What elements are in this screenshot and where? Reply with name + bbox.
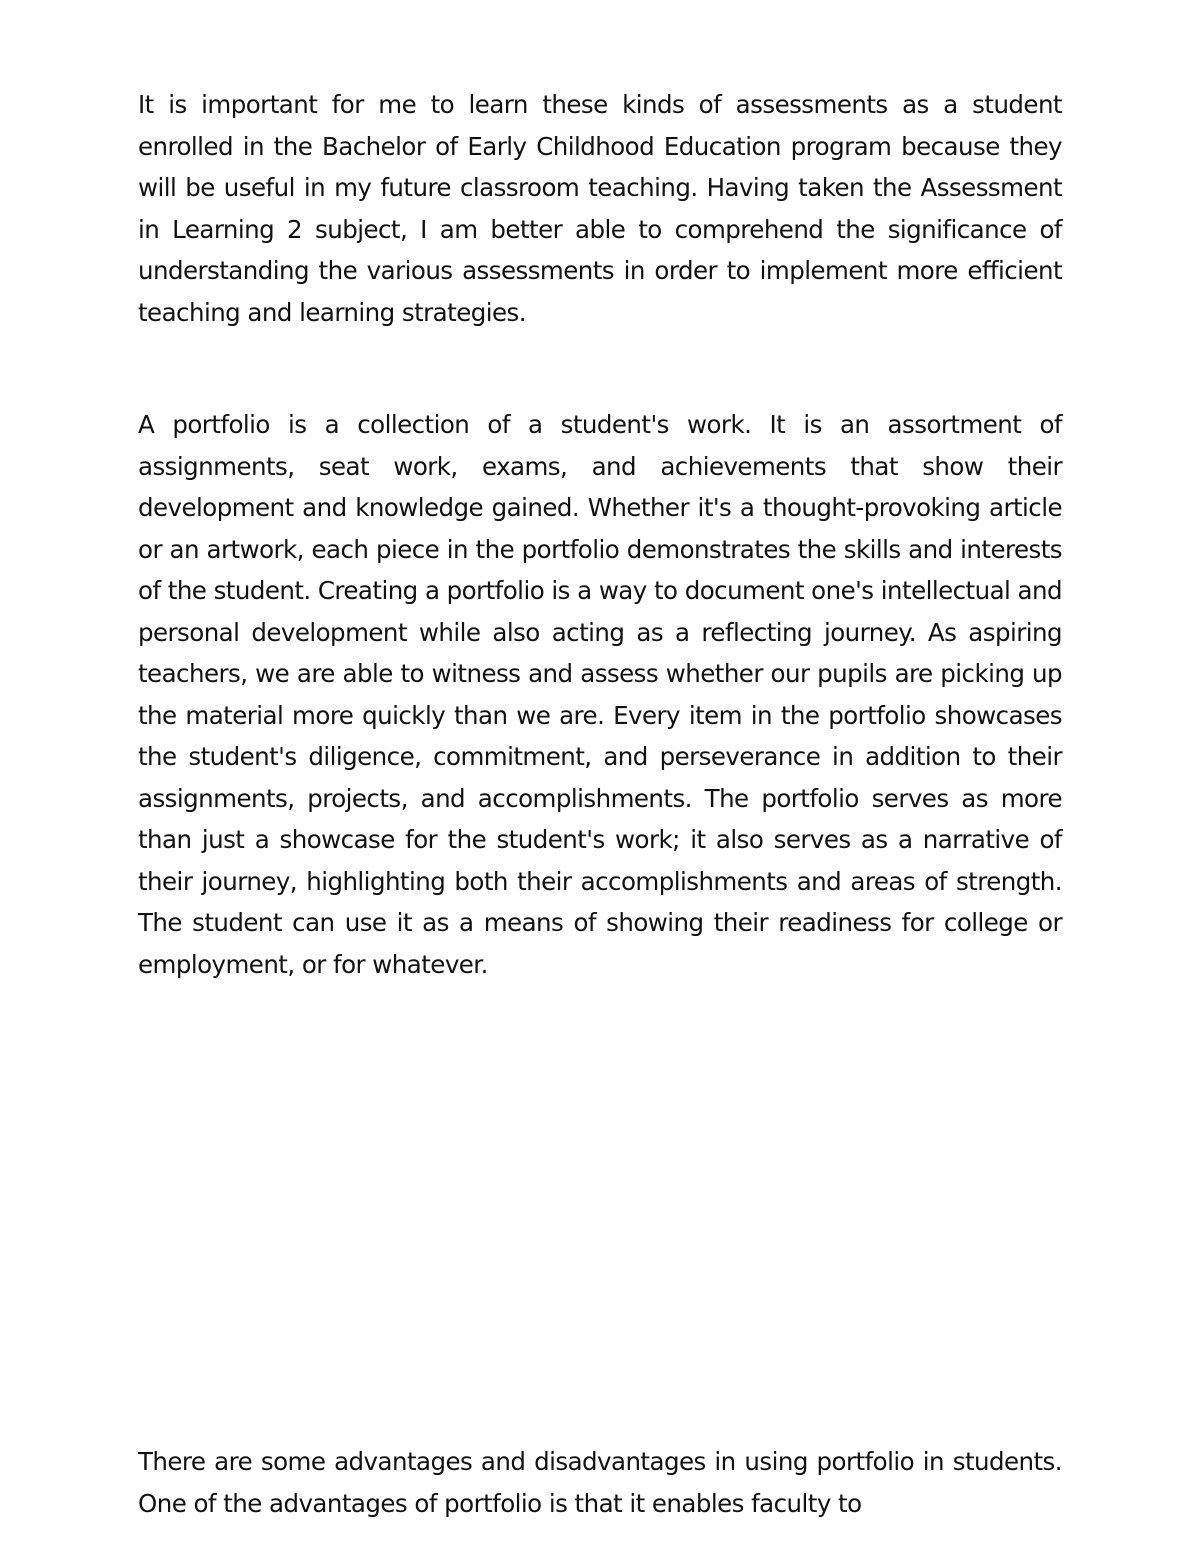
paragraph-portfolio-advantages: There are some advantages and disadvantages in using portfolio in students. One of the advantages of portfolio is that it enables faculty to bbox=[138, 1447, 1062, 1518]
paragraph-portfolio-definition: A portfolio is a collection of a student's work. It is an assortment of assignments, seat work, exams, and achievements that show their development and knowledge gained. Whether it's a thought-provoking article or an artwork, each piece in the portfolio demonstrates the skills and interests of the student. Creating a portfolio is a way to document one's intellectual and personal development while also acting as a reflecting journey. As aspiring teachers, we are able to witness and assess whether our pupils are picking up the material more quickly than we are. Every item in the portfolio showcases the student's diligence, commitment, and perseverance in addition to their assignments, projects, and accomplishments. The portfolio serves as more than just a showcase for the student's work; it also serves as a narrative of their journey, highlighting both their accomplishments and areas of strength. The student can use it as a means of showing their readiness for college or employment, or for whatever. bbox=[138, 410, 1062, 979]
paragraph-assessment-importance: It is important for me to learn these kinds of assessments as a student enrolled in the Bachelor of Early Childhood Education program because they will be useful in my future classroom teaching. Having taken the Assessment in Learning 2 subject, I am better able to comprehend the significance of understanding the various assessments in order to implement more efficient teaching and learning strategies. bbox=[138, 90, 1062, 327]
